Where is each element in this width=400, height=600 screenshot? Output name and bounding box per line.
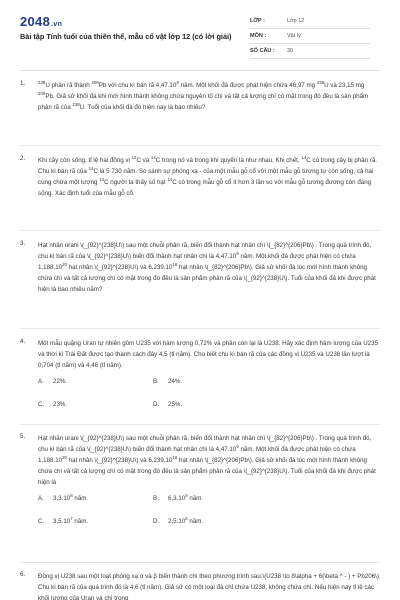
option-b[interactable] (153, 378, 268, 401)
option-row (38, 492, 382, 518)
meta-key: LỚP : (250, 18, 265, 24)
question-5 (20, 433, 382, 541)
text-run: C là 5 730 năm. So sánh sự phóng xạ - của một mẫu gỗ cổ với một mẫu gỗ tương tự còn sống, cả hai cùng chứa một lượng (38, 168, 374, 186)
question-4 (20, 338, 382, 424)
text-run: 23%. (53, 401, 68, 408)
meta-value: Vật lý (287, 33, 301, 39)
option-a[interactable] (38, 492, 153, 518)
text-run: U và 23,15 mg (324, 82, 365, 89)
option-text (53, 378, 67, 385)
option-text (53, 492, 89, 502)
option-text (168, 515, 204, 525)
text-run: năm. (72, 518, 89, 525)
text-run: hạt nhân \(_{82}^{206}Pb\). Giả sử khối đá lúc mới hình thành không chứa chì và tất cả lượng chì có mặt trong đó đều là sản phẩm phân rã của \(_{92}^{238}U\). Tuổi của khối đá khi được phát hiện là (38, 457, 376, 486)
site-logo[interactable] (20, 14, 62, 29)
question-number: 4. (20, 338, 26, 345)
option-c[interactable] (38, 401, 153, 424)
option-c[interactable] (38, 515, 153, 541)
superscript: 14 (167, 176, 173, 182)
text-run: C và (136, 157, 151, 164)
superscript: 238 (316, 79, 325, 85)
superscript: 9 (236, 250, 239, 256)
text-run: C trong nó và trong khí quyển là như nhau. Khi chết, (155, 157, 302, 164)
text-run: hạt nhân \(_{92}^{238}U\) và 6,239.10 (66, 457, 173, 464)
text-run: C có trong mẫu gỗ cổ ít hơn 3 lần so với mẫu gỗ tương đương còn đang sống. Xác định tuổi của mẫu gỗ cổ. (38, 179, 372, 197)
option-row (38, 515, 382, 541)
text-run: năm. (187, 518, 204, 525)
page-header (0, 0, 400, 66)
meta-value: 30 (287, 48, 294, 54)
superscript: 20 (62, 454, 67, 460)
text-run: 3,5.10 (53, 518, 71, 525)
question-number: 3. (20, 240, 26, 247)
question-separator (20, 562, 380, 563)
answer-options (38, 492, 382, 541)
option-label: A. (38, 378, 44, 385)
question-text (38, 338, 382, 371)
text-run: Hạt nhân urani \(_{92}^{238}U\) sau một chuỗi phân rã, biến đổi thành hạt nhân chì \(_{82}^{206}Pb\) . Trong quá trình đó, chu kì bán rã của \(_{92}^{238}U\) biến đổi thành hạt nhân chì là 4,47.10 (38, 435, 372, 453)
text-run: 3,3.10 (53, 495, 71, 502)
question-1 (20, 80, 382, 113)
question-2 (20, 155, 382, 199)
logo-suffix: .vn (51, 21, 63, 28)
option-row (38, 378, 382, 401)
option-d[interactable] (153, 515, 268, 541)
meta-row-count (250, 44, 370, 59)
text-run: hạt nhân \(_{82}^{206}Pb\). Giả sử khối đá lúc mới hình thành không chứa chì và tất cả lượng chì có mặt trong đó đều là sản phẩm phân rã của \(_{92}^{238}U\). Tuổi của khối đá khi được phát hiện là bao nhiêu năm? (38, 264, 376, 293)
superscript: 9 (185, 492, 188, 498)
option-label: B. (153, 378, 159, 385)
meta-key: SỐ CÂU : (250, 48, 275, 54)
question-text (38, 571, 382, 600)
question-separator (20, 328, 380, 329)
question-number: 5. (20, 433, 26, 440)
question-separator (20, 424, 380, 425)
text-run: Hạt nhân urani \(_{92}^{238}U\) sau một chuỗi phân rã, biến đổi thành hạt nhân chì \(_{82}^{206}Pb\) . Trong quá trình đó, chu kì bán rã của \(_{92}^{238}U\) biến đổi thành hạt nhân chì là 4,47.10 (38, 242, 372, 260)
text-run: 2,5.10 (168, 518, 186, 525)
superscript: 12 (131, 154, 137, 160)
question-text (38, 433, 382, 488)
answer-options (38, 378, 382, 424)
superscript: 238 (72, 101, 80, 107)
superscript: 14 (99, 176, 105, 182)
text-run: U. Tuổi của khối đá đó hiện nay là bao nhiêu? (79, 104, 206, 111)
text-run: Một mẫu quặng Uran tự nhiên gồm U235 với hàm lượng 0,72% và phần còn lại là U238. Hãy xác định hàm lượng của U235 và thời kì Trái Đất được tạo thành cách đây 4,5 (tỉ năm). Cho biết chu kì bán rã của các đồng vị U235 và U238 lần lượt là 0,704 (tỉ năm) và 4,46 (tỉ năm). (38, 340, 379, 369)
option-text (168, 401, 182, 408)
text-run: năm. (72, 495, 89, 502)
option-text (168, 378, 182, 385)
superscript: 14 (150, 154, 156, 160)
meta-row-class (250, 14, 370, 29)
question-number: 2. (20, 155, 26, 162)
text-run: hạt nhân \(_{92}^{238}U\) và 6,239.10 (66, 264, 173, 271)
option-b[interactable] (153, 492, 268, 518)
option-text (168, 492, 204, 502)
option-label: D. (153, 401, 160, 408)
superscript: 7 (70, 515, 73, 521)
question-3 (20, 240, 382, 295)
question-separator (20, 145, 380, 146)
superscript: 8 (70, 492, 73, 498)
question-text (38, 155, 382, 199)
option-text (53, 401, 67, 408)
text-run: năm. Một khối đá được phát hiện chứa 46,97 mg (178, 82, 317, 89)
text-run: 25%. (168, 401, 183, 408)
superscript: 238 (38, 79, 46, 85)
meta-key: MÔN : (250, 33, 267, 39)
superscript: 14 (88, 165, 94, 171)
document-title: Bài tập Tính tuổi của thiên thể, mẫu cổ vật lớp 12 (có lời giải) (20, 32, 232, 41)
text-run: C người ta thấy số hạt (104, 179, 168, 186)
text-run: năm. (187, 495, 204, 502)
question-number: 1. (20, 80, 26, 87)
superscript: 206 (38, 90, 46, 96)
superscript: 206 (91, 79, 99, 85)
question-text (38, 80, 382, 113)
superscript: 18 (172, 261, 178, 267)
text-run: năm. Một khối đá được phát hiện có chứa 1,188.10 (38, 253, 356, 271)
superscript: 9 (236, 443, 239, 449)
question-text (38, 240, 382, 295)
superscript: 18 (172, 454, 178, 460)
option-label: C. (38, 401, 45, 408)
superscript: 20 (62, 261, 67, 267)
option-label: C. (38, 518, 45, 525)
text-run: 22%. (53, 378, 68, 385)
question-6 (20, 571, 382, 600)
option-label: D. (153, 518, 160, 525)
superscript: 9 (176, 79, 179, 85)
text-run: Đồng vị U238 sau một loạt phóng xạ α và β biến thành chì theo phương trình sau:\(U238 \to 8\alpha + 6(\beta ^ - ) + Pb206\). Chu kì bán rã của quá trình đó là 4,6 (tỉ năm). Giả sử có một loại đá chỉ chứa U238, không chứa chì. Nếu hiện nay tỉ lệ các khối lượng của Uran và chì trong (38, 573, 381, 600)
document-meta (250, 14, 370, 59)
text-run: Khi cây còn sống, tỉ lệ hai đồng vị (38, 157, 132, 164)
option-a[interactable] (38, 378, 153, 401)
option-label: A. (38, 495, 44, 502)
text-run: C có trong cây bị phân rã. Chu kì bán rã của (38, 157, 378, 175)
header-divider (20, 70, 380, 71)
text-run: 6,3.10 (168, 495, 186, 502)
meta-row-subject (250, 29, 370, 44)
option-label: B. (153, 495, 159, 502)
text-run: 24%. (168, 378, 183, 385)
option-text (53, 515, 89, 525)
text-run: Pb. Giả sử khối đá khi mới hình thành không chứa nguyên tố chì và tất cả lượng chì có mặt trong đó đều là sản phẩm phân rã của (38, 93, 369, 111)
question-number: 6. (20, 571, 26, 578)
text-run: Pb với chu kì bán rã 4,47.10 (98, 82, 177, 89)
logo-text: 2048 (20, 14, 51, 29)
option-row (38, 401, 382, 424)
superscript: 14 (301, 154, 307, 160)
meta-value: Lớp 12 (287, 18, 305, 24)
text-run: năm. Một khối đá được phát hiện có chứa 1,188.10 (38, 446, 356, 464)
text-run: U phân rã thành (45, 82, 92, 89)
superscript: 6 (185, 515, 188, 521)
option-d[interactable] (153, 401, 268, 424)
question-separator (20, 230, 380, 231)
